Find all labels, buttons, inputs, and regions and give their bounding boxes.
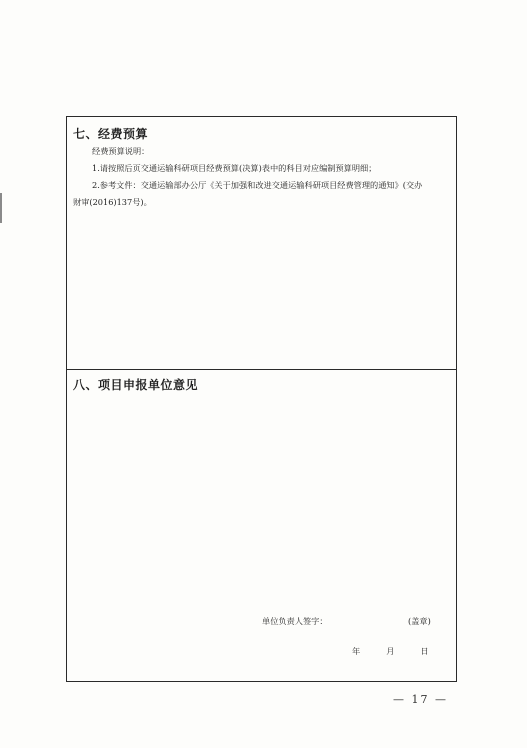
section-budget [67, 117, 456, 370]
section-heading-budget: 七、经费预算 [73, 127, 149, 141]
section-unit-opinion [67, 370, 456, 681]
signature-label: 单位负责人签字： [262, 616, 328, 626]
scan-edge-mark [0, 193, 2, 223]
date-line [352, 646, 429, 657]
budget-instructions [73, 143, 450, 211]
date-year: 年 [352, 646, 361, 656]
seal-label: (盖章) [408, 616, 431, 626]
section-heading-opinion: 八、项目申报单位意见 [73, 378, 199, 392]
budget-note-item-2-cont: 财审(2016)137号)。 [73, 197, 152, 207]
application-form [66, 116, 457, 682]
date-month: 月 [386, 646, 395, 656]
date-day: 日 [420, 646, 429, 656]
page-number: — 17 — [393, 693, 448, 706]
budget-note-item-2: 2.参考文件：交通运输部办公厅《关于加强和改进交通运输科研项目经费管理的通知》(交办 [92, 180, 423, 190]
budget-note-title: 经费预算说明： [92, 146, 150, 156]
budget-note-item-1: 1.请按照后页交通运输科研项目经费预算(决算)表中的科目对应编制预算明细； [92, 163, 377, 173]
